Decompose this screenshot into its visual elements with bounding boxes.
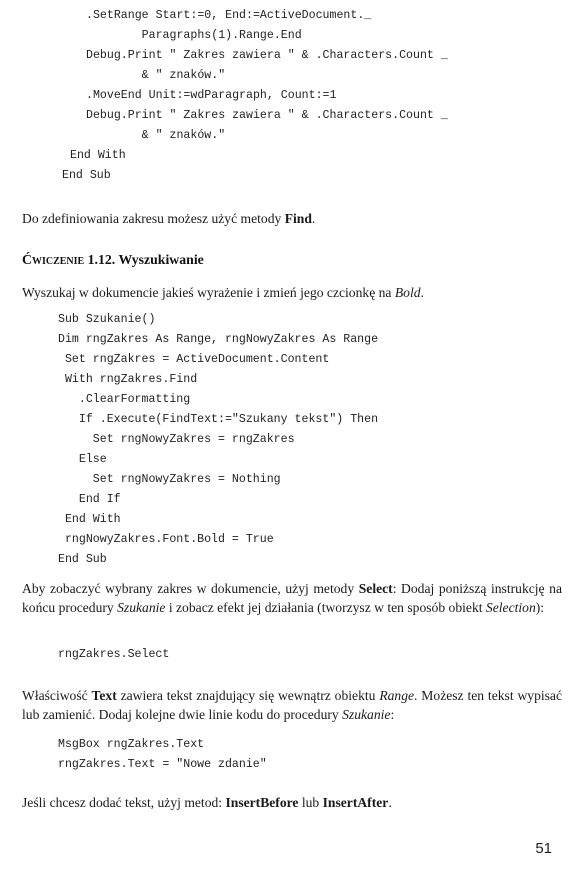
code-line: Sub Szukanie() [58,313,156,326]
code-line: & " znaków." [86,69,226,82]
code-line: End If [58,493,121,506]
code-line: Paragraphs(1).Range.End [86,29,302,42]
code-line: rngZakres.Select [58,648,170,661]
page-number: 51 [535,840,552,857]
paragraph-select: Aby zobaczyć wybrany zakres w dokumencie, użyj metody Select: Dodaj poniższą instrukcję na końcu procedury Szukanie i zobacz efekt jej działania (tworzysz w ten sposób obiekt Selection): [22,581,562,615]
code-line: Set rngNowyZakres = Nothing [58,473,281,486]
code-block-2 [58,310,378,570]
code-line: End Sub [62,169,111,182]
code-line: Else [58,453,107,466]
code-line: Set rngZakres = ActiveDocument.Content [58,353,330,366]
method-name: Find [284,211,312,226]
code-line: Debug.Print " Zakres zawiera " & .Characters.Count _ [86,109,448,122]
paragraph-text: Właściwość Text zawiera tekst znajdujący się wewnątrz obiektu Range. Możesz ten tekst wypisać lub zamienić. Dodaj kolejne dwie linie kodu do procedury Szukanie: [22,688,563,722]
code-line: Set rngNowyZakres = rngZakres [58,433,295,446]
code-line: .SetRange Start:=0, End:=ActiveDocument._ [86,9,372,22]
code-block-4 [58,735,267,775]
exercise-title: Wyszukiwanie [118,252,204,267]
code-block-3 [58,645,169,665]
code-line: rngNowyZakres.Font.Bold = True [58,533,274,546]
code-block-1 [62,6,448,186]
code-line: MsgBox rngZakres.Text [58,738,205,751]
paragraph-find: Do zdefiniowania zakresu możesz użyć metody Find. [22,211,316,226]
code-line: .ClearFormatting [58,393,191,406]
exercise-heading [22,252,562,268]
code-line: With rngZakres.Find [58,373,198,386]
code-line: rngZakres.Text = "Nowe zdanie" [58,758,267,771]
code-line: End With [58,513,121,526]
code-line: Debug.Print " Zakres zawiera " & .Characters.Count _ [86,49,448,62]
code-line: & " znaków." [86,129,226,142]
code-line: .MoveEnd Unit:=wdParagraph, Count:=1 [86,89,337,102]
exercise-label: Ćwiczenie 1.12. [22,252,116,267]
code-line: End Sub [58,553,107,566]
paragraph-insert: Jeśli chcesz dodać tekst, użyj metod: InsertBefore lub InsertAfter. [22,795,392,810]
code-line: If .Execute(FindText:="Szukany tekst") Then [58,413,379,426]
exercise-intro: Wyszukaj w dokumencie jakieś wyrażenie i zmień jego czcionkę na Bold. [22,285,424,300]
code-line: Dim rngZakres As Range, rngNowyZakres As Range [58,333,379,346]
code-line: End With [70,149,126,162]
